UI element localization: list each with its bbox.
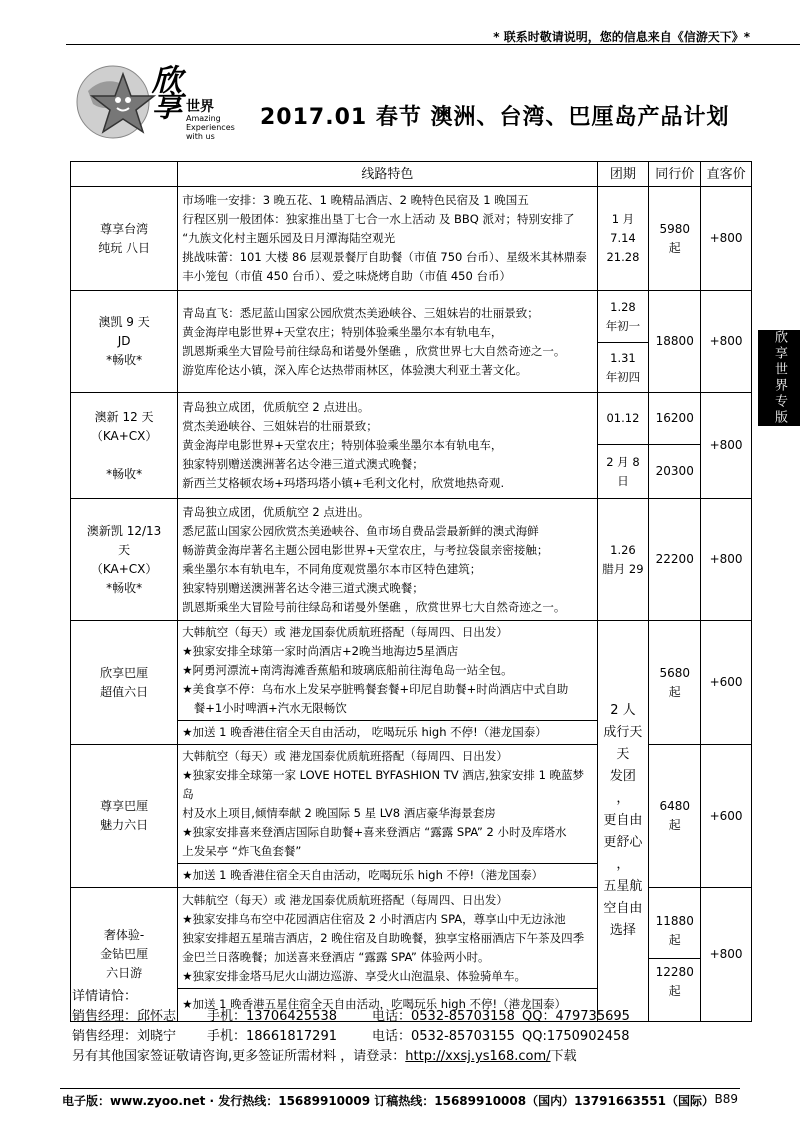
product-table	[70, 161, 752, 1022]
logo-brand-cn: 世界	[186, 99, 214, 115]
source-note: * 联系时敬请说明，您的信息来自《信游天下》*	[493, 30, 750, 44]
route-name: 澳新 12 天 （KA+CX） *畅收*	[71, 393, 178, 499]
header-blank	[71, 162, 178, 187]
departure-date: 1 月 7.14 21.28	[597, 187, 649, 291]
direct-price: +800	[701, 499, 752, 621]
peer-price: 5680 起	[649, 621, 701, 745]
route-name: 欣享巴厘 超值六日	[71, 621, 178, 745]
route-name: 澳凯 9 天 JD *畅收*	[71, 291, 178, 393]
route-name-line: 尊享台湾	[100, 221, 149, 236]
table-row	[71, 187, 752, 291]
table-row	[71, 499, 752, 621]
direct-price: +800	[701, 393, 752, 499]
header-date: 团期	[597, 162, 649, 187]
contact-heading: 详情请恰：	[72, 989, 138, 1004]
route-name-line: 纯玩 八日	[98, 240, 151, 255]
departure-date: 1.26 腊月 29	[597, 499, 649, 621]
footer-divider	[60, 1088, 740, 1089]
table-row	[71, 621, 752, 745]
side-tab: 欣享世界专版	[758, 330, 800, 426]
peer-price: 5980 起	[649, 187, 701, 291]
table-row	[71, 393, 752, 445]
route-features: 大韩航空（每天）或 港龙国泰优质航班搭配（每周四、日出发） ★独家安排全球第一家 LOVE HOTEL BYFASHION TV 酒店,独家安排 1 晚蓝梦岛 村及水上项目,倾情奉献 2 晚国际 5 星 LV8 酒店豪华海景套房 ★独家安排喜来登酒店国际自助餐+喜来登酒店 “露露 SPA” 2 小时及库塔水 上发呆亭 “炸飞鱼套餐” ★加送 1 晚香港住宿全天自由活动，吃喝玩乐 high 不停!（港龙国泰）	[178, 745, 597, 888]
header-peer-price: 同行价	[649, 162, 701, 187]
logo-cn-text: 欣享	[146, 64, 181, 116]
route-features: 青岛独立成团，优质航空 2 点进出。 赏杰美逊峡谷、三姐妹岩的壮丽景致； 黄金海岸电影世界+天堂农庄；特别体验乘坐墨尔本有轨电车， 独家特别赠送澳洲著名达令港三道式澳式晚餐； 新西兰艾格顿农场+玛塔玛塔小镇+毛利文化村，欣赏地热奇观.	[178, 393, 597, 499]
departure-date: 1.31 年初四	[597, 343, 649, 393]
table-row	[71, 291, 752, 343]
direct-price: +600	[701, 621, 752, 745]
peer-price: 11880 起 12280 起	[649, 888, 701, 1022]
table-header-row	[71, 162, 752, 187]
route-name	[71, 187, 178, 291]
direct-price: +800	[701, 291, 752, 393]
direct-price: +800	[701, 187, 752, 291]
logo-brand-en3: with us	[186, 132, 215, 141]
peer-price: 18800	[649, 291, 701, 393]
footer-info: 电子版：www.zyoo.net · 发行热线：15689910009 订稿热线：15689910008（国内）13791663551（国际）	[62, 1094, 714, 1108]
direct-price: +600	[701, 745, 752, 888]
contact-section	[72, 987, 630, 1067]
peer-price: 16200	[649, 393, 701, 445]
direct-price: +800	[701, 888, 752, 1022]
header-divider	[66, 44, 800, 45]
peer-price: 22200	[649, 499, 701, 621]
route-features: 青岛直飞：悉尼蓝山国家公园欣赏杰美逊峡谷、三姐妹岩的壮丽景致； 黄金海岸电影世界+天堂农庄；特别体验乘坐墨尔本有轨电车， 凯恩斯乘坐大冒险号前往绿岛和诺曼外堡礁 ，欣赏世界七大自然奇迹之一。 游览库伦达小镇，深入库仑达热带雨林区，体验澳大利亚土著文化。	[178, 291, 597, 393]
departure-date: 2 月 8 日	[597, 445, 649, 499]
page-title: 2017.01 春节 澳洲、台湾、巴厘岛产品计划	[260, 105, 730, 130]
header-route: 线路特色	[178, 162, 597, 187]
header-direct-price: 直客价	[701, 162, 752, 187]
route-name: 奢体验- 金钻巴厘 六日游	[71, 888, 178, 1022]
departure-date: 1.28 年初一	[597, 291, 649, 343]
table-row	[71, 745, 752, 888]
route-features: 市场唯一安排：3 晚五花、1 晚精品酒店、2 晚特色民宿及 1 晚国五 行程区别一般团体：独家推出垦丁七合一水上活动 及 BBQ 派对；特别安排了 “九族文化村主题乐园及日月潭海陆空观光 挑战味蕾：101 大楼 86 层观景餐厅自助餐（市值 750 台币）、星级米其林鼎泰 丰小笼包（市值 450 台币）、爱之味烧烤自助（市值 450 台币）	[178, 187, 597, 291]
contact-row: 销售经理：邱怀志 手机：13706425538 电话：0532-85703158 QQ：479735695	[72, 1009, 630, 1024]
logo-brand-en2: Experiences	[186, 123, 235, 132]
route-features: 大韩航空（每天）或 港龙国泰优质航班搭配（每周四、日出发） ★独家安排全球第一家时尚酒店+2晚当地海边5星酒店 ★阿勇河漂流+南湾海滩香蕉船和玻璃底船前往海龟岛一站全包。 ★美食享不停：乌布水上发呆亭脏鸭餐套餐+印尼自助餐+时尚酒店中式自助 餐+1小时啤酒+汽水无限畅饮 ★加送 1 晚香港住宿全天自由活动， 吃喝玩乐 high 不停!（港龙国泰）	[178, 621, 597, 745]
route-name: 澳新凯 12/13 天 （KA+CX） *畅收*	[71, 499, 178, 621]
route-name: 尊享巴厘 魅力六日	[71, 745, 178, 888]
page-number: B89	[714, 1092, 738, 1106]
download-link[interactable]: http://xxsj.ys168.com/	[405, 1049, 551, 1064]
peer-price: 6480 起	[649, 745, 701, 888]
group-note: 2 人 成行天 天 发团 ， 更自由 更舒心 ， 五星航 空自由 选择	[597, 621, 649, 1022]
company-logo	[68, 56, 278, 152]
contact-row: 销售经理：刘晓宁 手机：18661817291 电话：0532-85703155 QQ:1750902458	[72, 1029, 630, 1044]
route-features: 青岛独立成团，优质航空 2 点进出。 悉尼蓝山国家公园欣赏杰美逊峡谷、鱼市场自费品尝最新鲜的澳式海鲜 畅游黄金海岸著名主题公园电影世界+天堂农庄，与考拉袋鼠亲密接触； 乘坐墨尔本有轨电车，不同角度观赏墨尔本市区特色建筑； 独家特别赠送澳洲著名达令港三道式澳式晚餐； 凯恩斯乘坐大冒险号前往绿岛和诺曼外堡礁 ，欣赏世界七大自然奇迹之一。	[178, 499, 597, 621]
logo-brand-en1: Amazing	[186, 114, 221, 123]
route-features: 大韩航空（每天）或 港龙国泰优质航班搭配（每周四、日出发） ★独家安排乌布空中花园酒店住宿及 2 小时酒店内 SPA，尊享山中无边泳池 独家安排超五星瑞吉酒店，2 晚住宿及自助晚餐，独享宝格丽酒店下午茶及四季 金巴兰日落晚餐；加送喜来登酒店 “露露 SPA” 体验两小时。 ★独家安排金塔马尼火山湖边巡游、享受火山泡温泉、体验骑单车。 ★加送 1 晚香港五星住宿全天自由活动，吃喝玩乐 high 不停!（港龙国泰）	[178, 888, 597, 1022]
visa-note: 另有其他国家签证敬请咨询,更多签证所需材料 ，请登录：http://xxsj.ys168.com/下载	[72, 1049, 577, 1064]
departure-date: 01.12	[597, 393, 649, 445]
peer-price: 20300	[649, 445, 701, 499]
